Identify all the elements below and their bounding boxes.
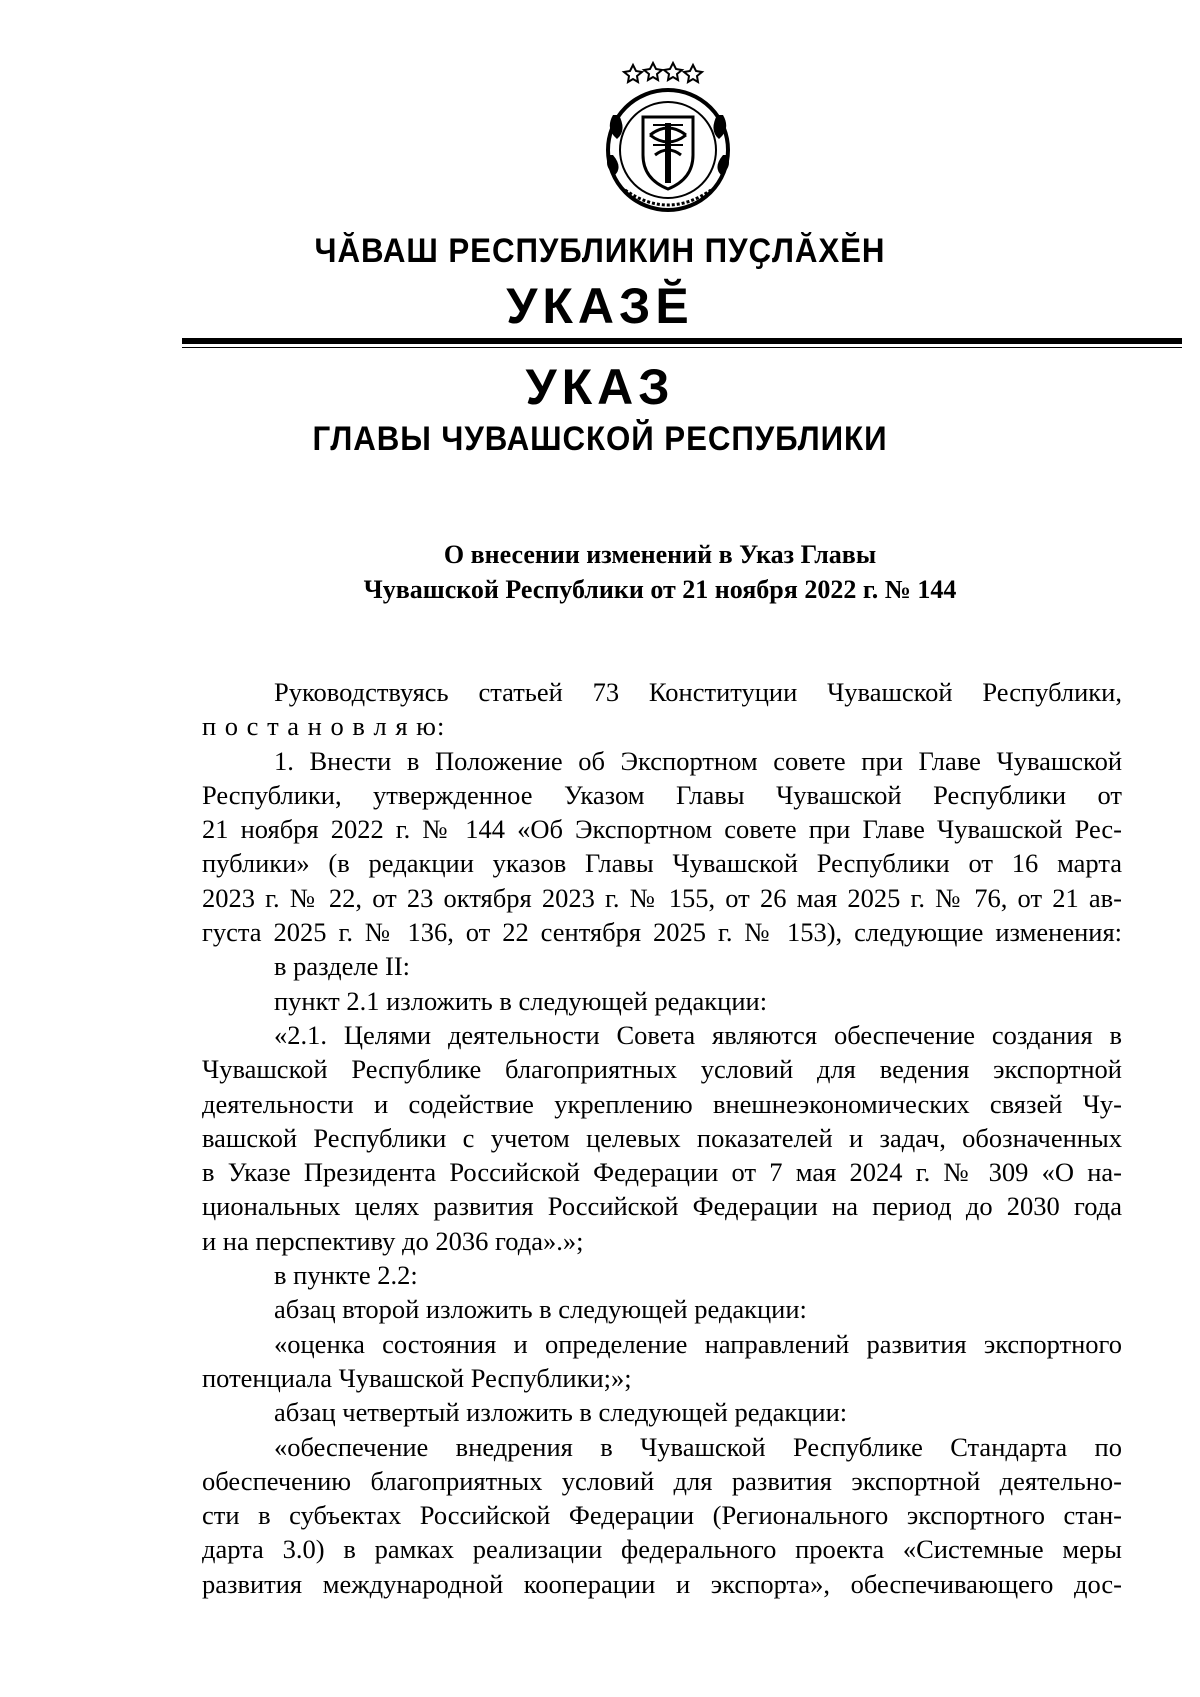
body-line: «оценка состояния и определение направлений развития экспортного: [274, 1328, 1122, 1359]
chuvash-heading: ЧӐВАШ РЕСПУБЛИКИН ПУҪЛӐХӖН: [314, 232, 886, 270]
body-line: вашской Республики с учетом целевых показателей и задач, обозначенных: [202, 1122, 1122, 1153]
body-line: деятельности и содействие укреплению внешнеэкономических связей Чу-: [202, 1088, 1122, 1119]
body-line: в пункте 2.2:: [274, 1260, 418, 1291]
body-line: п о с т а н о в л я ю:: [202, 711, 446, 742]
body-line: абзац второй изложить в следующей редакции:: [274, 1294, 807, 1325]
body-line: «обеспечение внедрения в Чувашской Республике Стандарта по: [274, 1431, 1122, 1462]
body-line: абзац четвертый изложить в следующей редакции:: [274, 1397, 848, 1428]
body-line: сти в субъектах Российской Федерации (Регионального экспортного стан-: [202, 1500, 1122, 1531]
body-line: в разделе II:: [274, 951, 411, 982]
document-title-line: О внесении изменений в Указ Главы: [443, 540, 877, 569]
body-line: 2023 г. № 22, от 23 октября 2023 г. № 155, от 26 мая 2025 г. № 76, от 21 ав-: [202, 882, 1122, 913]
document-title-line: Чувашской Республики от 21 ноября 2022 г. № 144: [363, 575, 957, 604]
body-line: «2.1. Целями деятельности Совета являются обеспечение создания в: [274, 1019, 1122, 1050]
document-title: [330, 537, 990, 607]
body-line: дарта 3.0) в рамках реализации федерального проекта «Системные меры: [202, 1534, 1122, 1565]
chuvash-decree-title: УКАЗӖ: [506, 278, 694, 334]
russian-heading: ГЛАВЫ ЧУВАШСКОЙ РЕСПУБЛИКИ: [312, 420, 888, 458]
body-line: в Указе Президента Российской Федерации от 7 мая 2024 г. № 309 «О на-: [202, 1157, 1122, 1188]
body-line: густа 2025 г. № 136, от 22 сентября 2025 г. № 153), следующие изменения:: [202, 917, 1122, 948]
russian-decree-title: УКАЗ: [525, 359, 675, 415]
body-line: потенциала Чувашской Республики;»;: [202, 1362, 632, 1393]
header-divider-thin: [182, 347, 1182, 348]
body-line: и на перспективу до 2036 года».»;: [202, 1225, 584, 1256]
body-line: обеспечению благоприятных условий для развития экспортной деятельно-: [202, 1465, 1122, 1496]
document-body: [202, 675, 1122, 1601]
body-line: 21 ноября 2022 г. № 144 «Об Экспортном совете при Главе Чувашской Рес-: [202, 814, 1122, 845]
body-line: публики» (в редакции указов Главы Чувашской Республики от 16 марта: [202, 848, 1122, 879]
body-line: пункт 2.1 изложить в следующей редакции:: [274, 985, 768, 1016]
body-line: циональных целях развития Российской Федерации на период до 2030 года: [202, 1191, 1122, 1222]
body-line: Руководствуясь статьей 73 Конституции Чувашской Республики,: [274, 677, 1122, 707]
body-line: Чувашской Республике благоприятных условий для ведения экспортной: [202, 1054, 1122, 1085]
body-line: развития международной кооперации и экспорта», обеспечивающего дос-: [202, 1568, 1122, 1599]
header-divider-thick: [182, 338, 1182, 344]
body-line: 1. Внести в Положение об Экспортном совете при Главе Чувашской: [274, 745, 1122, 776]
body-line: Республики, утвержденное Указом Главы Чувашской Республики от: [202, 779, 1122, 810]
coat-of-arms-emblem: [595, 55, 745, 215]
